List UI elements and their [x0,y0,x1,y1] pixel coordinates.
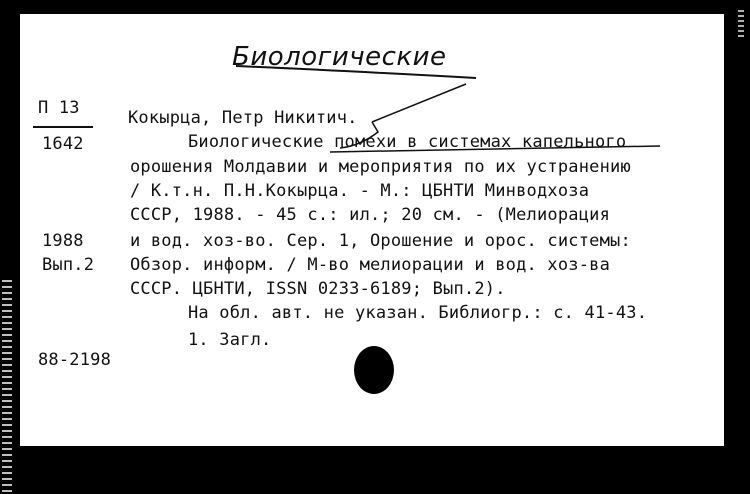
issue-number: Вып.2 [42,255,95,275]
title-line-1: Биологические помехи в системах капельного [188,132,627,152]
series-line-1: и вод. хоз-во. Сер. 1, Орошение и орос. системы: [130,231,631,251]
series-line-3: СССР. ЦБНТИ, ISSN 0233-6189; Вып.2). [130,279,506,299]
series-line-2: Обзор. информ. / М-во мелиорации и вод. хоз-ва [130,255,611,275]
accession-number: 88-2198 [38,350,112,370]
publication-year: 1988 [42,231,84,251]
note-line: На обл. авт. не указан. Библиогр.: с. 41-43. [188,303,648,323]
punch-hole [354,346,394,394]
shelf-mark-rule [33,126,93,128]
title-line-2: орошения Молдавии и мероприятия по их устранению [130,157,631,177]
handwritten-heading: Биологические [232,42,447,72]
subject-line: 1. Загл. [188,330,272,350]
author-line: Кокырца, Петр Никитич. [128,108,358,128]
shelf-mark-bottom: 1642 [42,134,84,154]
shelf-mark-top: П 13 [38,98,80,118]
imprint-line-1: / К.т.н. П.Н.Кокырца. - М.: ЦБНТИ Минводхоза [130,181,590,201]
imprint-line-2: СССР, 1988. - 45 с.: ил.; 20 см. - (Мелиорация [130,205,611,225]
